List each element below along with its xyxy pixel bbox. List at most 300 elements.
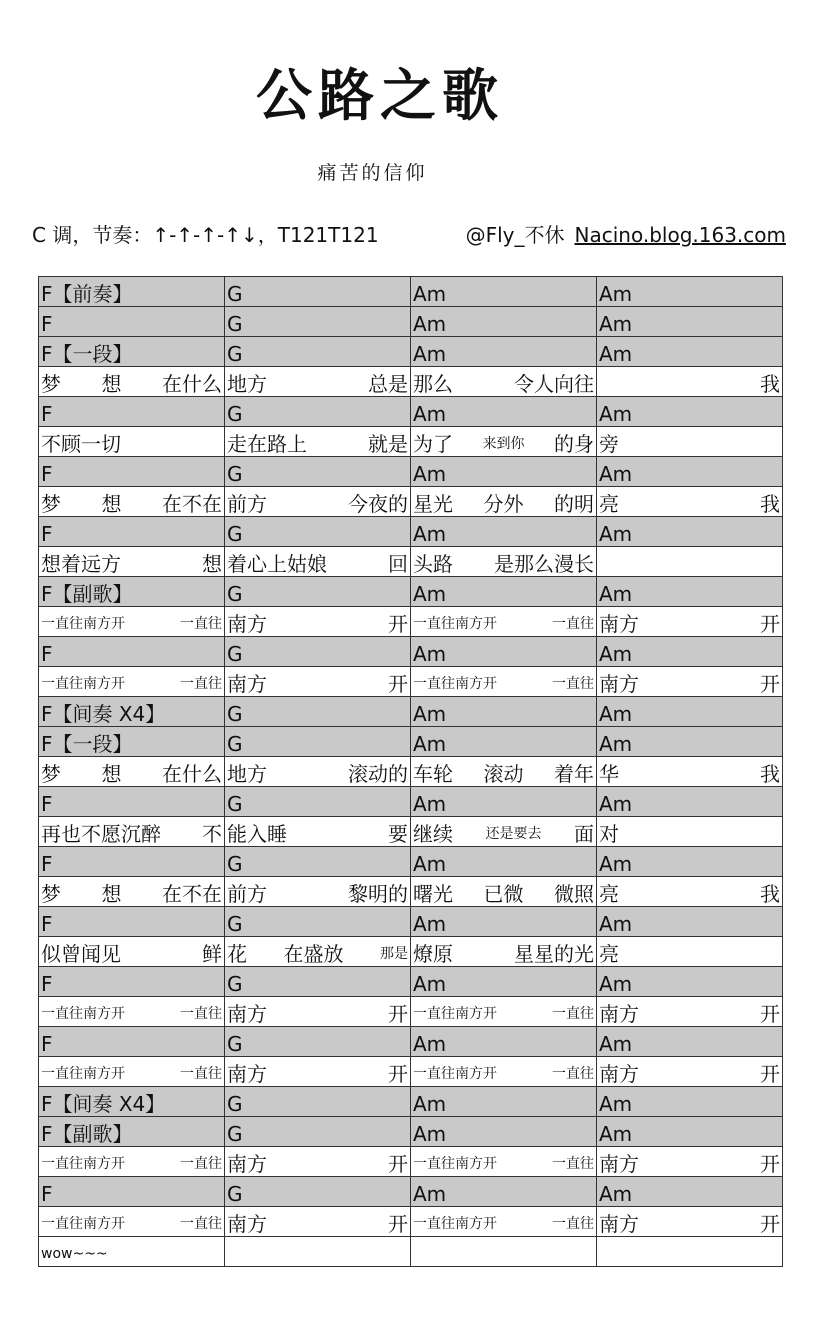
lyric-text: 开 <box>760 1152 780 1176</box>
lyric-text: 南方 <box>599 612 639 636</box>
lyric-text: 已微 <box>483 882 524 906</box>
cell-content <box>227 914 408 934</box>
chord-label: F <box>41 402 53 426</box>
lyric-row <box>39 667 783 697</box>
chord-cell <box>411 577 597 607</box>
lyric-text: 亮 <box>599 882 619 906</box>
lyric-cell <box>225 607 411 637</box>
lyric-text: 梦 <box>41 882 61 906</box>
cell-content <box>227 584 408 604</box>
lyric-cell <box>39 1147 225 1177</box>
cell-content <box>599 1124 780 1144</box>
lyric-text: 华 <box>599 762 619 786</box>
key-rhythm-info: C 调，节奏：↑-↑-↑-↑↓，T121T121 <box>32 223 379 247</box>
lyric-text: 一直往 <box>552 676 594 692</box>
chord-label: G <box>227 792 243 816</box>
lyric-text: 来到你 <box>482 436 525 452</box>
cell-content <box>599 404 780 424</box>
chord-cell <box>597 1177 783 1207</box>
lyric-cell <box>411 817 597 847</box>
chord-row <box>39 277 783 307</box>
chord-cell <box>39 907 225 937</box>
chord-label: Am <box>599 1182 633 1206</box>
chord-label: Am <box>413 1122 447 1146</box>
cell-content <box>413 1034 594 1054</box>
cell-content <box>227 374 408 394</box>
lyric-text: 不 <box>202 822 222 846</box>
chord-cell <box>225 967 411 997</box>
chord-label: Am <box>599 702 633 726</box>
lyric-cell <box>411 1237 597 1267</box>
chord-label: G <box>227 912 243 936</box>
chord-cell <box>225 307 411 337</box>
chord-label: G <box>227 1182 243 1206</box>
lyric-text: 南方 <box>227 1212 267 1236</box>
chord-cell <box>39 307 225 337</box>
lyric-text: 分外 <box>483 492 524 516</box>
lyric-text: 开 <box>388 1002 408 1026</box>
cell-content <box>41 374 222 394</box>
cell-content <box>41 884 222 904</box>
chord-label: Am <box>599 972 633 996</box>
lyric-text: 就是 <box>368 432 408 456</box>
lyric-text: 鲜 <box>202 942 222 966</box>
chord-label: F <box>41 972 53 996</box>
chord-cell <box>411 697 597 727</box>
chord-cell <box>225 697 411 727</box>
cell-content <box>413 584 594 604</box>
cell-content <box>41 284 222 304</box>
lyric-cell <box>597 1057 783 1087</box>
chord-label: F【一段】 <box>41 732 133 756</box>
lyric-text: 南方 <box>599 1002 639 1026</box>
chord-label: Am <box>413 1092 447 1116</box>
chord-row <box>39 397 783 427</box>
cell-content <box>599 434 780 454</box>
chord-cell <box>597 907 783 937</box>
chord-label: F【副歌】 <box>41 1122 133 1146</box>
chord-cell <box>39 727 225 757</box>
lyric-text: 南方 <box>599 1062 639 1086</box>
lyric-text: 一直往南方开 <box>413 1156 497 1172</box>
chord-row <box>39 727 783 757</box>
lyric-text: 我 <box>760 762 780 786</box>
chord-cell <box>597 787 783 817</box>
cell-content <box>599 494 780 514</box>
lyric-cell <box>225 1147 411 1177</box>
lyric-cell <box>597 547 783 577</box>
lyric-text: 开 <box>388 672 408 696</box>
lyric-text: 着年 <box>554 762 594 786</box>
chord-label: Am <box>413 522 447 546</box>
cell-content <box>227 1124 408 1144</box>
chord-row <box>39 1117 783 1147</box>
blog-link[interactable]: Nacino.blog.163.com <box>574 223 786 247</box>
cell-content <box>227 1214 408 1234</box>
lyric-text: 梦 <box>41 762 61 786</box>
lyric-text: 再也不愿沉醉 <box>41 822 161 846</box>
cell-content <box>413 974 594 994</box>
cell-content <box>599 644 780 664</box>
lyric-cell <box>39 1207 225 1237</box>
cell-content <box>227 1064 408 1084</box>
lyric-text: 开 <box>388 1152 408 1176</box>
lyric-text: 梦 <box>41 372 61 396</box>
chord-cell <box>39 637 225 667</box>
chord-label: G <box>227 402 243 426</box>
lyric-cell <box>597 877 783 907</box>
lyric-text: 一直往南方开 <box>413 1066 497 1082</box>
lyric-text: 滚动的 <box>348 762 408 786</box>
lyric-cell <box>225 997 411 1027</box>
lyric-cell <box>39 547 225 577</box>
chord-row <box>39 307 783 337</box>
chord-cell <box>225 637 411 667</box>
cell-content <box>413 1064 594 1084</box>
lyric-text: 想 <box>202 552 222 576</box>
lyric-text: 在不在 <box>162 882 222 906</box>
lyric-cell <box>597 817 783 847</box>
chord-label: Am <box>599 1092 633 1116</box>
lyric-text: 似曾闻见 <box>41 942 121 966</box>
lyric-cell <box>411 877 597 907</box>
chord-cell <box>411 337 597 367</box>
lyric-text: 一直往南方开 <box>41 1066 125 1082</box>
chord-label: G <box>227 522 243 546</box>
chord-cell <box>225 517 411 547</box>
lyric-text: 能入睡 <box>227 822 287 846</box>
lyric-text: 开 <box>760 1002 780 1026</box>
cell-content <box>41 1244 222 1264</box>
lyric-text: 那么 <box>413 372 453 396</box>
lyric-cell <box>225 817 411 847</box>
chord-label: F <box>41 912 53 936</box>
cell-content <box>41 854 222 874</box>
cell-content <box>413 1184 594 1204</box>
lyric-text: 黎明的 <box>348 882 408 906</box>
lyric-text: 的明 <box>554 492 594 516</box>
cell-content <box>227 974 408 994</box>
lyric-row <box>39 427 783 457</box>
cell-content <box>413 734 594 754</box>
chord-cell <box>225 787 411 817</box>
lyric-text: 想 <box>101 762 122 786</box>
chord-label: G <box>227 732 243 756</box>
cell-content <box>41 914 222 934</box>
chord-label: Am <box>413 312 447 336</box>
chord-row <box>39 457 783 487</box>
lyric-cell <box>597 427 783 457</box>
cell-content <box>599 464 780 484</box>
chord-cell <box>225 907 411 937</box>
cell-content <box>227 494 408 514</box>
lyric-text: 星星的光 <box>514 942 594 966</box>
lyric-cell <box>597 757 783 787</box>
chord-label: Am <box>413 402 447 426</box>
chord-label: Am <box>599 852 633 876</box>
lyric-cell <box>597 937 783 967</box>
chord-label: Am <box>599 1032 633 1056</box>
lyric-text: 一直往 <box>552 1156 594 1172</box>
cell-content <box>599 284 780 304</box>
lyric-text: 在什么 <box>162 762 222 786</box>
chord-row <box>39 787 783 817</box>
chord-label: G <box>227 282 243 306</box>
lyric-text: 滚动 <box>483 762 524 786</box>
cell-content <box>599 1214 780 1234</box>
lyric-cell <box>411 757 597 787</box>
cell-content <box>41 1064 222 1084</box>
cell-content <box>599 734 780 754</box>
cell-content <box>413 434 594 454</box>
lyric-cell <box>597 367 783 397</box>
lyric-cell <box>225 1237 411 1267</box>
chord-label: F <box>41 462 53 486</box>
cell-content <box>41 1094 222 1114</box>
chord-cell <box>597 397 783 427</box>
lyric-cell <box>39 877 225 907</box>
chord-label: G <box>227 582 243 606</box>
lyric-text: 车轮 <box>413 762 453 786</box>
cell-content <box>599 524 780 544</box>
chord-cell <box>597 727 783 757</box>
lyric-text: 微照 <box>554 882 594 906</box>
chord-label: Am <box>413 282 447 306</box>
chord-label: F【副歌】 <box>41 582 133 606</box>
cell-content <box>413 494 594 514</box>
lyric-text: 在什么 <box>162 372 222 396</box>
chord-cell <box>411 277 597 307</box>
lyric-text: 南方 <box>227 1062 267 1086</box>
lyric-cell <box>39 427 225 457</box>
chord-label: Am <box>413 702 447 726</box>
lyric-text: 我 <box>760 882 780 906</box>
chord-cell <box>597 277 783 307</box>
lyric-row <box>39 877 783 907</box>
cell-content <box>41 554 222 574</box>
lyric-cell <box>39 817 225 847</box>
chord-row <box>39 577 783 607</box>
cell-content <box>41 434 222 454</box>
author-handle: @Fly_不休 <box>465 223 565 247</box>
cell-content <box>599 674 780 694</box>
chord-label: G <box>227 1092 243 1116</box>
cell-content <box>227 734 408 754</box>
cell-content <box>227 284 408 304</box>
cell-content <box>413 914 594 934</box>
lyric-text: 不顾一切 <box>41 432 121 456</box>
chord-label: Am <box>599 402 633 426</box>
lyric-text: 一直往 <box>552 616 594 632</box>
chord-label: F <box>41 312 53 336</box>
chord-label: G <box>227 702 243 726</box>
lyric-text: 对 <box>599 822 619 846</box>
cell-content <box>227 644 408 664</box>
chord-cell <box>225 1117 411 1147</box>
lyric-text: 今夜的 <box>348 492 408 516</box>
lyric-row <box>39 817 783 847</box>
chord-label: G <box>227 312 243 336</box>
cell-content <box>41 1034 222 1054</box>
chord-cell <box>39 397 225 427</box>
lyric-text: 前方 <box>227 492 267 516</box>
lyric-text: 继续 <box>413 822 453 846</box>
chord-label: G <box>227 342 243 366</box>
lyric-row <box>39 1237 783 1267</box>
chord-cell <box>597 697 783 727</box>
lyric-text: 燎原 <box>413 942 453 966</box>
chord-cell <box>39 697 225 727</box>
lyric-cell <box>225 1057 411 1087</box>
chord-label: Am <box>413 972 447 996</box>
lyric-cell <box>597 667 783 697</box>
lyric-cell <box>597 607 783 637</box>
chord-label: Am <box>413 792 447 816</box>
lyric-text: 在不在 <box>162 492 222 516</box>
cell-content <box>227 704 408 724</box>
lyric-text: 一直往南方开 <box>413 1216 497 1232</box>
chord-cell <box>39 847 225 877</box>
cell-content <box>413 644 594 664</box>
lyric-text: wow~~~ <box>41 1246 108 1262</box>
cell-content <box>41 704 222 724</box>
chord-cell <box>411 1177 597 1207</box>
cell-content <box>227 1154 408 1174</box>
lyric-text: 花 <box>227 942 247 966</box>
lyric-text: 那是 <box>380 946 408 962</box>
lyric-cell <box>39 487 225 517</box>
cell-content <box>41 1214 222 1234</box>
chord-label: Am <box>413 1182 447 1206</box>
lyric-text: 开 <box>760 612 780 636</box>
lyric-cell <box>39 757 225 787</box>
chord-cell <box>225 397 411 427</box>
lyric-row <box>39 937 783 967</box>
chord-cell <box>39 787 225 817</box>
cell-content <box>41 1004 222 1024</box>
lyric-text: 地方 <box>227 762 267 786</box>
cell-content <box>227 944 408 964</box>
chord-cell <box>597 1117 783 1147</box>
chord-label: Am <box>413 642 447 666</box>
lyric-text: 前方 <box>227 882 267 906</box>
cell-content <box>599 614 780 634</box>
chord-cell <box>39 1177 225 1207</box>
lyric-cell <box>411 427 597 457</box>
lyric-cell <box>411 667 597 697</box>
lyric-text: 开 <box>388 1212 408 1236</box>
chord-cell <box>597 1027 783 1057</box>
chord-row <box>39 1027 783 1057</box>
chord-label: G <box>227 1122 243 1146</box>
chord-label: F <box>41 1182 53 1206</box>
lyric-text: 南方 <box>599 1212 639 1236</box>
cell-content <box>227 854 408 874</box>
lyric-text: 一直往南方开 <box>413 676 497 692</box>
chord-row <box>39 697 783 727</box>
lyric-text: 一直往南方开 <box>41 1156 125 1172</box>
chord-label: G <box>227 1032 243 1056</box>
cell-content <box>41 644 222 664</box>
lyric-text: 曙光 <box>413 882 453 906</box>
cell-content <box>41 344 222 364</box>
chord-cell <box>225 457 411 487</box>
lyric-text: 一直往 <box>180 1156 222 1172</box>
lyric-text: 亮 <box>599 942 619 966</box>
cell-content <box>41 1184 222 1204</box>
cell-content <box>599 914 780 934</box>
lyric-cell <box>411 367 597 397</box>
artist-name: 痛苦的信仰 <box>317 162 428 184</box>
lyric-text: 一直往南方开 <box>413 1006 497 1022</box>
lyric-text: 一直往南方开 <box>413 616 497 632</box>
cell-content <box>413 764 594 784</box>
cell-content <box>41 944 222 964</box>
lyric-cell <box>597 997 783 1027</box>
cell-content <box>227 794 408 814</box>
cell-content <box>599 1184 780 1204</box>
cell-content <box>413 884 594 904</box>
cell-content <box>599 884 780 904</box>
chord-row <box>39 517 783 547</box>
lyric-cell <box>411 1057 597 1087</box>
cell-content <box>599 1004 780 1024</box>
chord-cell <box>597 1087 783 1117</box>
cell-content <box>227 824 408 844</box>
cell-content <box>413 374 594 394</box>
cell-content <box>41 1124 222 1144</box>
cell-content <box>599 314 780 334</box>
chord-cell <box>39 457 225 487</box>
chord-cell <box>39 1087 225 1117</box>
cell-content <box>413 614 594 634</box>
cell-content <box>227 434 408 454</box>
cell-content <box>41 1154 222 1174</box>
lyric-text: 着心上姑娘 <box>227 552 327 576</box>
song-title: 公路之歌 <box>256 63 504 129</box>
lyric-cell <box>39 997 225 1027</box>
cell-content <box>413 314 594 334</box>
chord-row <box>39 847 783 877</box>
lyric-text: 一直往 <box>552 1006 594 1022</box>
lyric-cell <box>225 667 411 697</box>
cell-content <box>227 614 408 634</box>
chord-cell <box>39 337 225 367</box>
lyric-text: 我 <box>760 372 780 396</box>
chord-cell <box>39 277 225 307</box>
cell-content <box>413 1004 594 1024</box>
cell-content <box>227 314 408 334</box>
cell-content <box>227 554 408 574</box>
cell-content <box>599 974 780 994</box>
lyric-text: 一直往南方开 <box>41 1006 125 1022</box>
cell-content <box>41 614 222 634</box>
lyric-text: 在盛放 <box>283 942 344 966</box>
cell-content <box>599 374 780 394</box>
chord-row <box>39 637 783 667</box>
cell-content <box>599 584 780 604</box>
lyric-text: 一直往南方开 <box>41 1216 125 1232</box>
chord-cell <box>411 1117 597 1147</box>
chord-sheet-body <box>39 277 783 1267</box>
lyric-row <box>39 487 783 517</box>
lyric-text: 一直往 <box>180 1006 222 1022</box>
lyric-text: 开 <box>388 612 408 636</box>
chord-cell <box>225 337 411 367</box>
lyric-cell <box>225 877 411 907</box>
cell-content <box>41 824 222 844</box>
chord-cell <box>225 847 411 877</box>
